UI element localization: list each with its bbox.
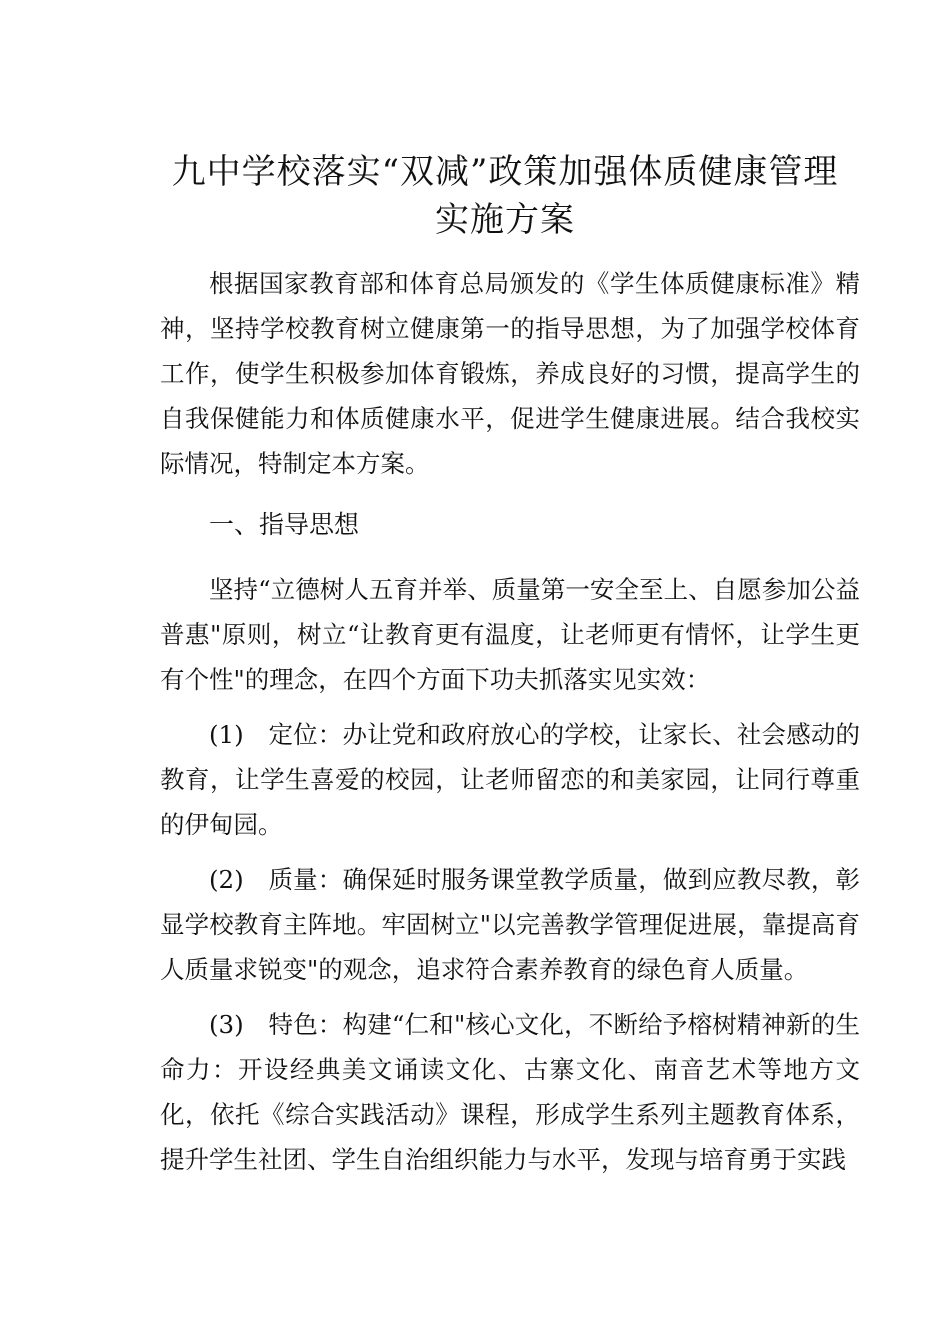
document-title bbox=[150, 148, 860, 244]
title-line-2: 实施方案 bbox=[435, 200, 575, 240]
intro-paragraph: 根据国家教育部和体育总局颁发的《学生体质健康标准》精神，坚持学校教育树立健康第一的指导思想，为了加强学校体育工作，使学生积极参加体育锻炼，养成良好的习惯，提高学生的自我保健能力和体质健康水平，促进学生健康进展。结合我校实际情况，特制定本方案。 bbox=[160, 269, 860, 478]
list-item-features: (3) 特色：构建“仁和"核心文化，不断给予榕树精神新的生命力：开设经典美文诵读文化、古寨文化、南音艺术等地方文化，依托《综合实践活动》课程，形成学生系列主题教育体系，提升学生社团、学生自治组织能力与水平，发现与培育勇于实践 bbox=[160, 1010, 860, 1174]
title-line-1: 九中学校落实“双减”政策加强体质健康管理 bbox=[171, 152, 839, 192]
list-item-quality: (2) 质量：确保延时服务课堂教学质量，做到应教尽教，彰显学校教育主阵地。牢固树立"以完善教学管理促进展，靠提高育人质量求锐变"的观念，追求符合素养教育的绿色育人质量。 bbox=[160, 865, 860, 984]
list-item-positioning: (1) 定位：办让党和政府放心的学校，让家长、社会感动的教育，让学生喜爱的校园，让老师留恋的和美家园，让同行尊重的伊甸园。 bbox=[160, 720, 860, 839]
section-heading-guiding-ideology: 一、指导思想 bbox=[209, 510, 360, 539]
guiding-ideology-paragraph: 坚持“立德树人五育并举、质量第一安全至上、自愿参加公益普惠"原则，树立“让教育更有温度，让老师更有情怀，让学生更有个性"的理念，在四个方面下功夫抓落实见实效： bbox=[160, 575, 860, 694]
